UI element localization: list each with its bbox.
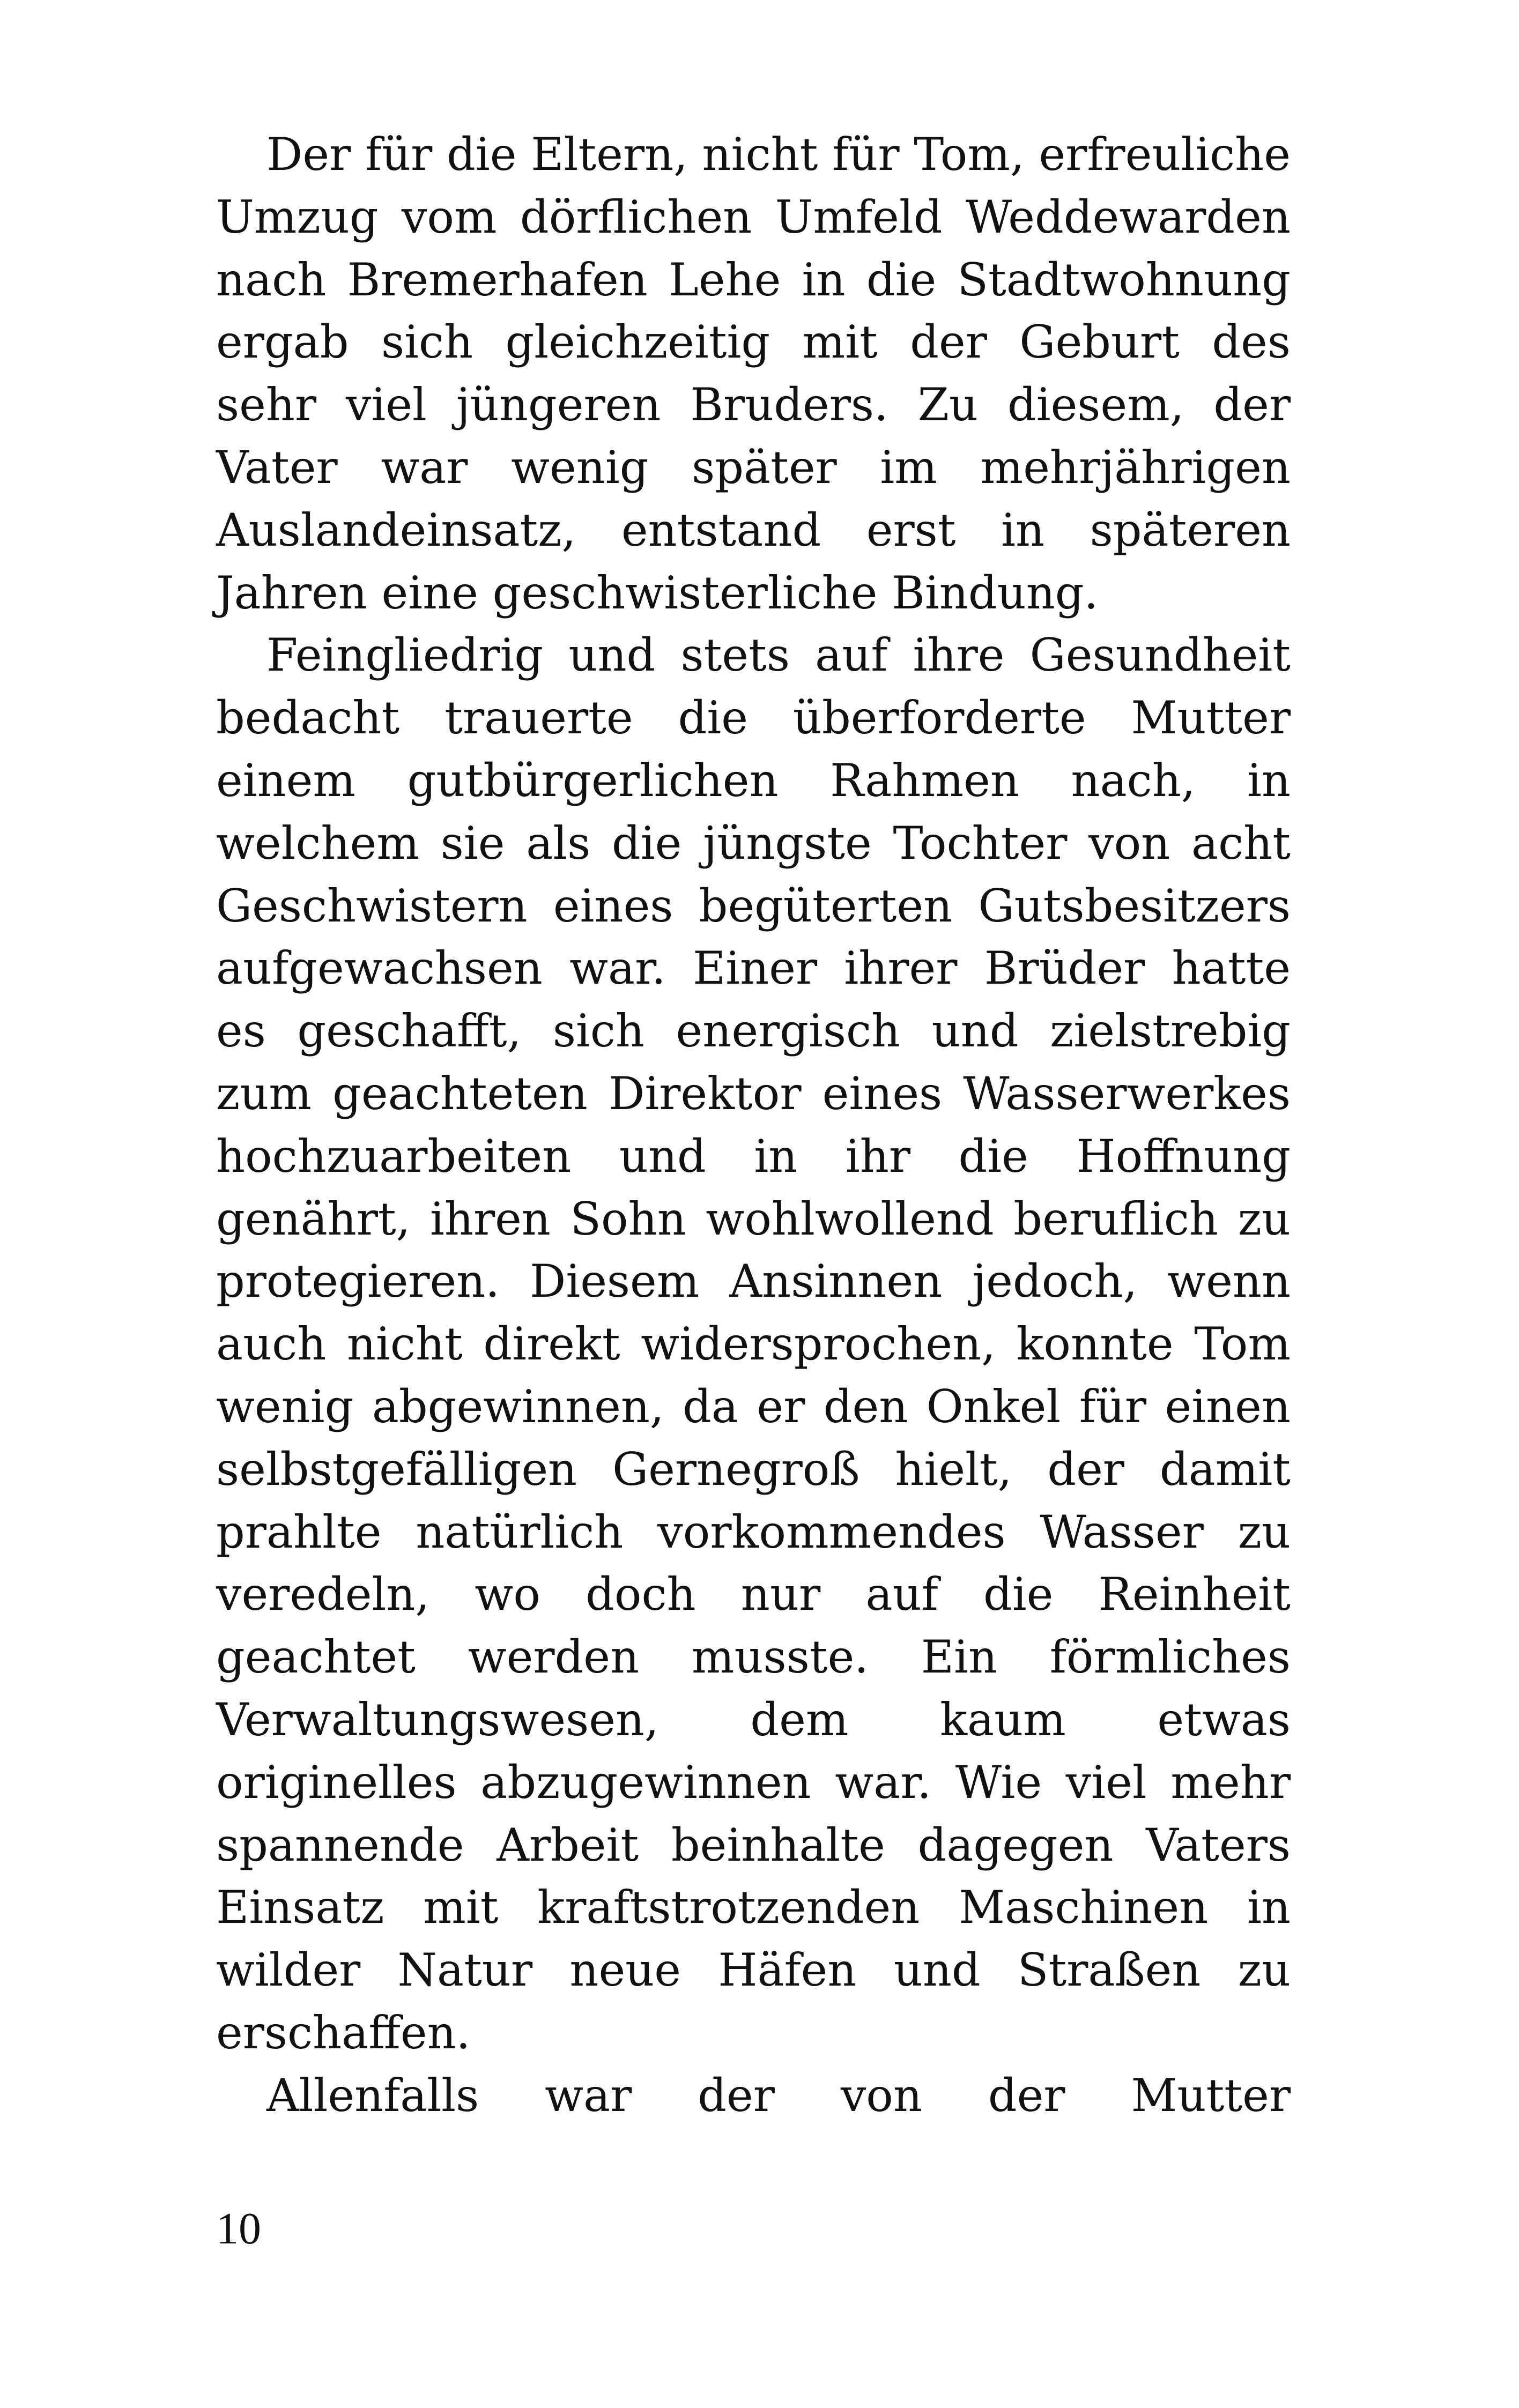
paragraph-2: Feingliedrig und stets auf ihre Gesundheit bedacht trauerte die überforderte Mutter einem gutbürgerlichen Rahmen nach, in welchem sie als die jüngste Tochter von acht Geschwistern eines begüterten Gutsbesitzers aufgewachsen war. Einer ihrer Brüder hatte es geschafft, sich energisch und zielstrebig zum geachteten Direktor eines Wasserwerkes hochzuarbeiten und in ihr die Hoffnung genährt, ihren Sohn wohlwollend beruflich zu protegieren. Diesem Ansinnen jedoch, wenn auch nicht direkt widersprochen, konnte Tom wenig abgewinnen, da er den Onkel für einen selbstgefälligen Gernegroß hielt, der damit prahlte natürlich vorkommendes Wasser zu veredeln, wo doch nur auf die Reinheit geachtet werden musste. Ein förmliches Verwaltungswesen, dem kaum etwas originelles abzugewinnen war. Wie viel mehr spannende Arbeit beinhalte dagegen Vaters Einsatz mit kraftstrotzenden Maschinen in wilder Natur neue Häfen und Straßen zu erschaffen. — [216, 629, 1291, 2059]
paragraph-3: Allenfalls war der von der Mutter — [266, 2069, 1291, 2122]
body-text — [216, 123, 1291, 2127]
paragraph-1: Der für die Eltern, nicht für Tom, erfreuliche Umzug vom dörflichen Umfeld Weddewarden nach Bremerhafen Lehe in die Stadtwohnung ergab sich gleichzeitig mit der Geburt des sehr viel jüngeren Bruders. Zu diesem, der Vater war wenig später im mehrjährigen Auslandeinsatz, entstand erst in späteren Jahren eine geschwisterliche Bindung. — [216, 128, 1291, 619]
page-number: 10 — [216, 2204, 261, 2254]
